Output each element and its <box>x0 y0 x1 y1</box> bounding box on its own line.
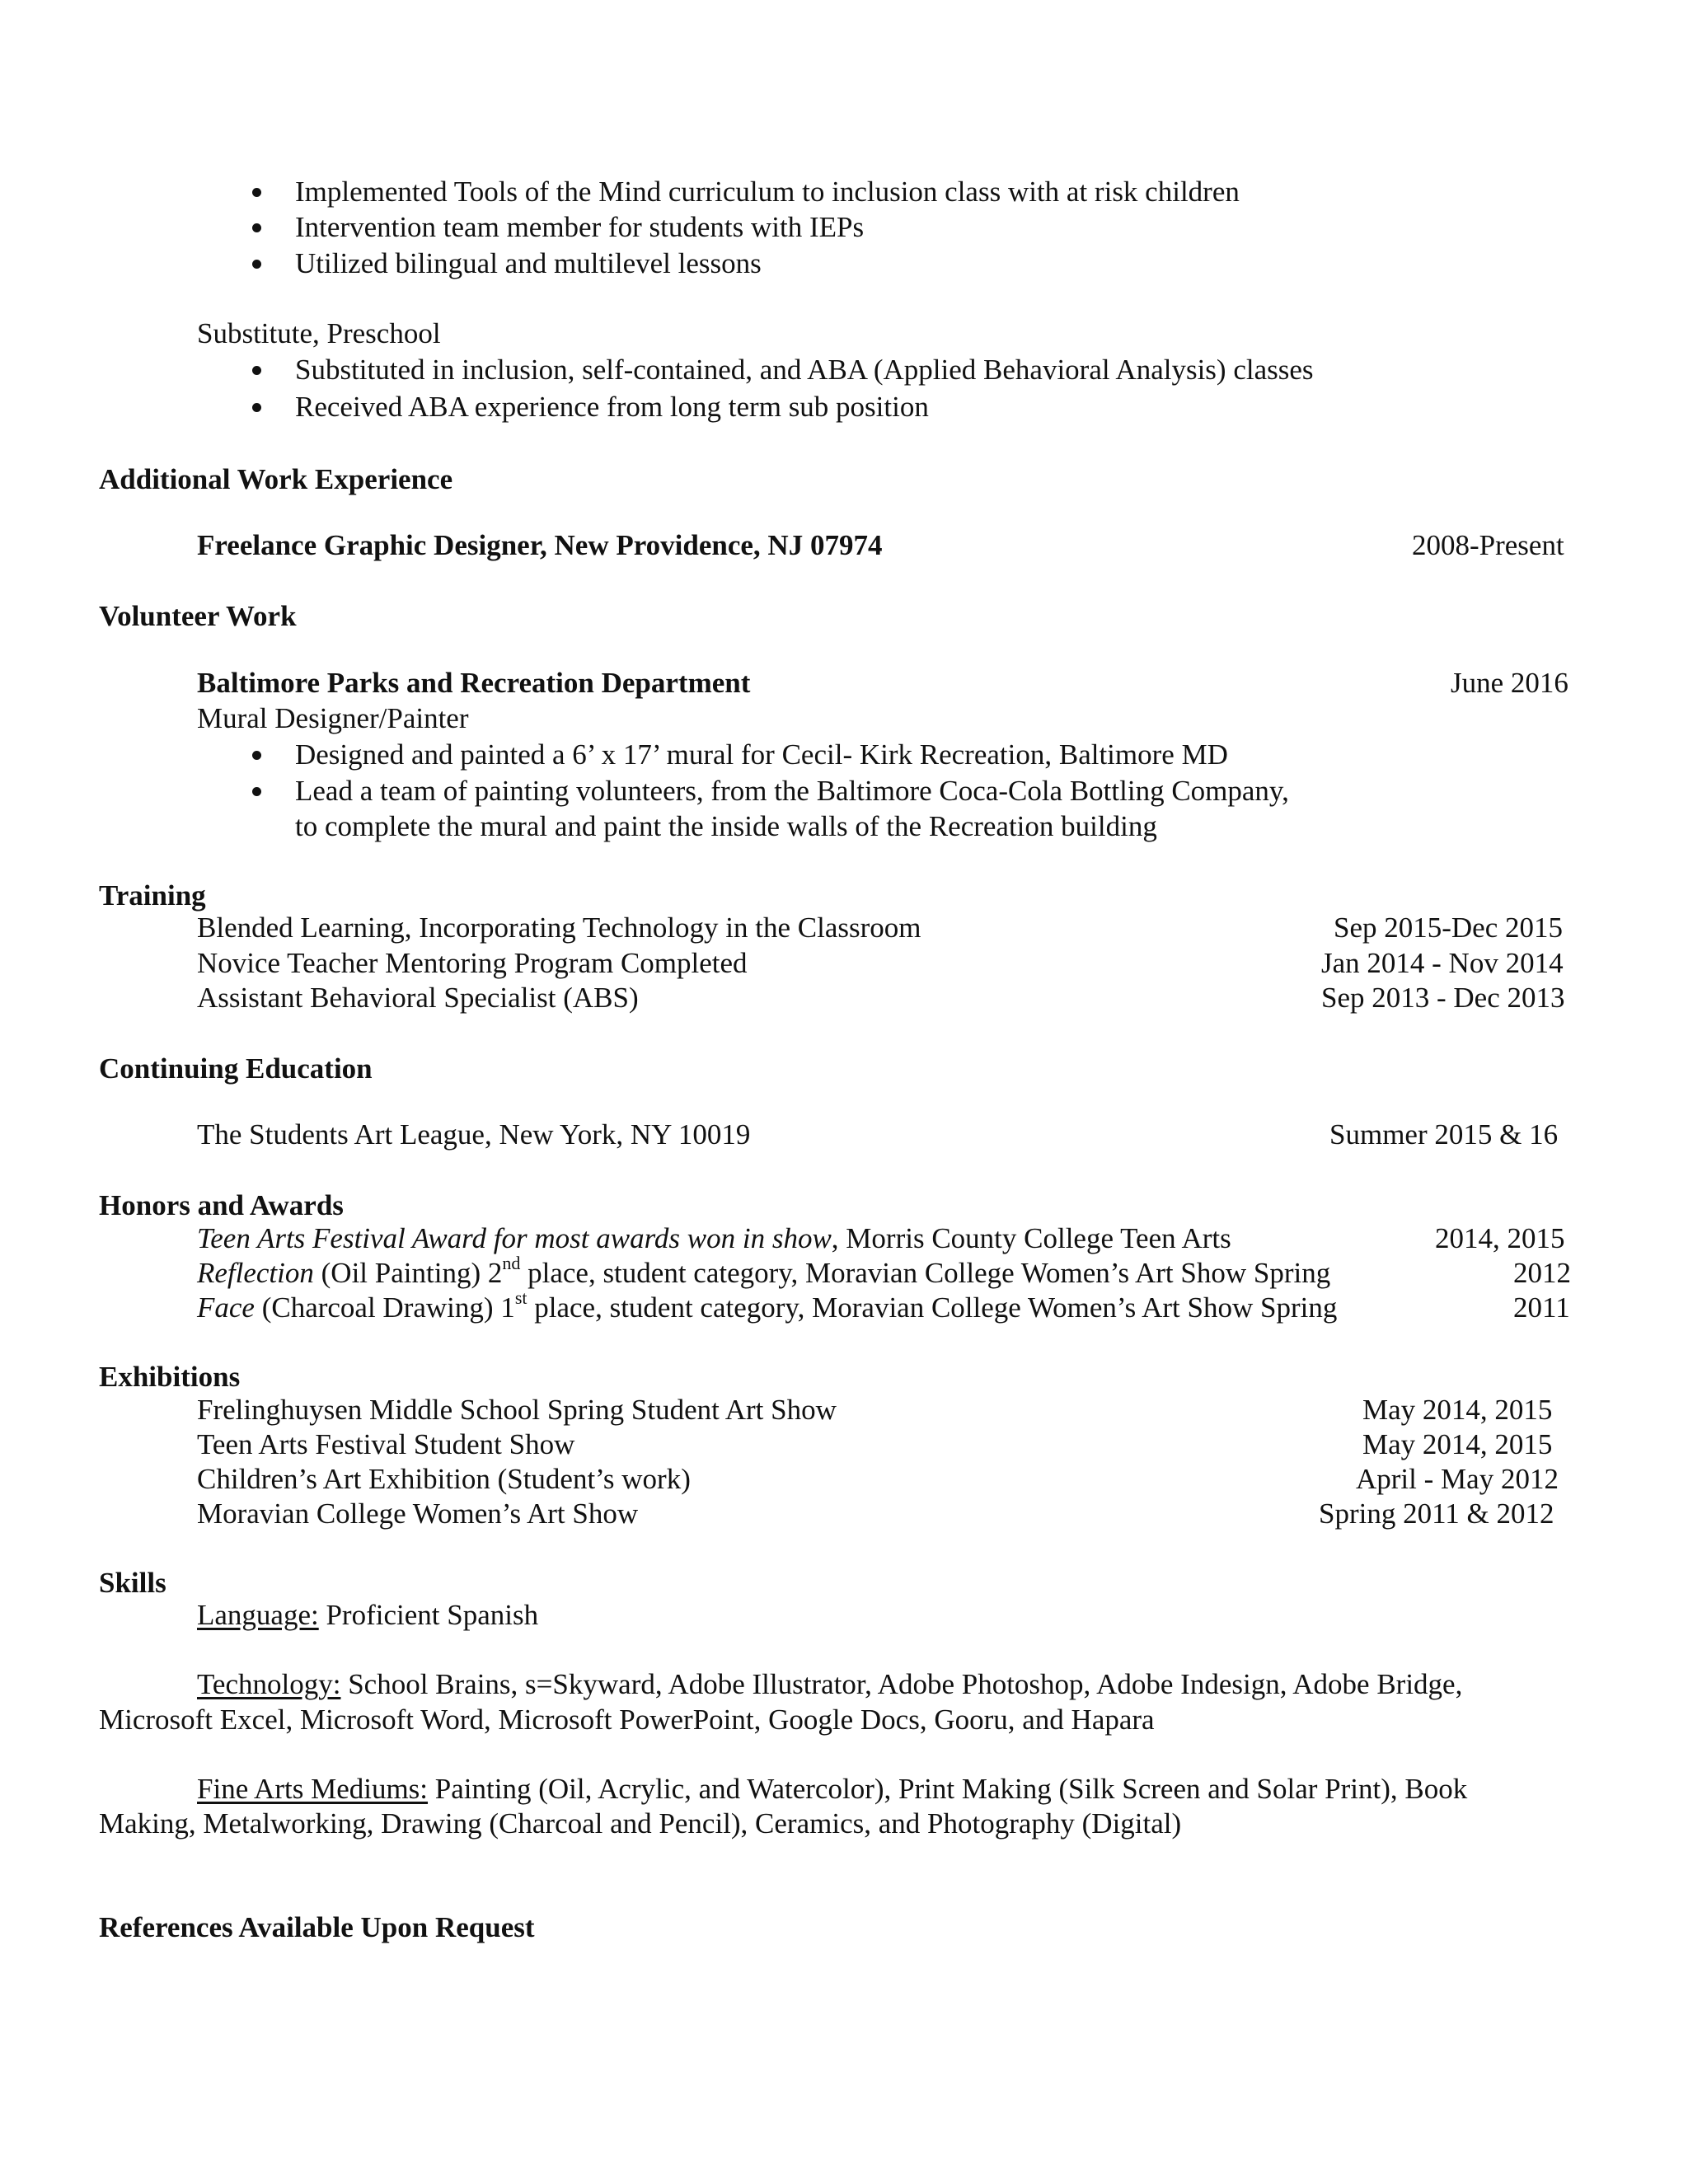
list-item: Received ABA experience from long term sub position <box>295 391 929 423</box>
award-year: 2011 <box>1513 1291 1570 1324</box>
training-dates: Sep 2015-Dec 2015 <box>1334 912 1564 944</box>
bullet-dot <box>252 403 261 412</box>
skill-fine-arts <box>197 1772 1467 1807</box>
skill-technology-continued: Microsoft Excel, Microsoft Word, Microsoft PowerPoint, Google Docs, Gooru, and Hapara <box>99 1704 1155 1736</box>
bullet-dot <box>252 188 261 197</box>
section-heading-exhibitions: Exhibitions <box>99 1361 241 1393</box>
list-item: Substituted in inclusion, self-contained, and ABA (Applied Behavioral Analysis) classes <box>295 354 1314 386</box>
bullet-dot <box>252 366 261 375</box>
award-title: Face <box>197 1291 255 1324</box>
training-item: Assistant Behavioral Specialist (ABS) <box>197 982 639 1014</box>
award-detail-continued: place, student category, Moravian College Women’s Art Show Spring <box>527 1291 1338 1324</box>
section-heading-honors: Honors and Awards <box>99 1189 344 1221</box>
substitute-title: Substitute, Preschool <box>197 317 441 349</box>
bullet-dot <box>252 751 261 760</box>
skill-technology <box>197 1667 1462 1702</box>
training-dates: Jan 2014 - Nov 2014 <box>1321 947 1564 979</box>
award-year: 2014, 2015 <box>1435 1222 1565 1254</box>
skill-label: Language: <box>197 1599 319 1631</box>
training-dates: Sep 2013 - Dec 2013 <box>1321 982 1565 1014</box>
training-item: Blended Learning, Incorporating Technology in the Classroom <box>197 912 921 944</box>
additional-work-role: Freelance Graphic Designer, New Providence, NJ 07974 <box>197 529 883 561</box>
award-item <box>197 1253 1331 1291</box>
volunteer-role: Mural Designer/Painter <box>197 702 469 734</box>
list-item-continuation: to complete the mural and paint the inside walls of the Recreation building <box>295 810 1157 842</box>
list-item: Implemented Tools of the Mind curriculum to inclusion class with at risk children <box>295 176 1240 208</box>
skill-label: Technology: <box>197 1668 341 1700</box>
award-title: Teen Arts Festival Award for most awards won in show <box>197 1222 832 1254</box>
volunteer-date: June 2016 <box>1451 667 1568 699</box>
exhibition-dates: May 2014, 2015 <box>1362 1428 1553 1460</box>
award-item <box>197 1287 1338 1325</box>
ordinal-suffix: nd <box>502 1253 521 1274</box>
section-heading-skills: Skills <box>99 1567 166 1599</box>
continuing-education-item: The Students Art League, New York, NY 10019 <box>197 1118 751 1151</box>
skill-language <box>197 1598 538 1633</box>
continuing-education-dates: Summer 2015 & 16 <box>1329 1118 1559 1151</box>
list-item: Intervention team member for students with IEPs <box>295 211 865 243</box>
award-detail: , Morris County College Teen Arts <box>831 1222 1231 1254</box>
skill-value: Proficient Spanish <box>318 1599 539 1631</box>
list-item: Lead a team of painting volunteers, from the Baltimore Coca-Cola Bottling Company, <box>295 775 1289 807</box>
section-heading-continuing-education: Continuing Education <box>99 1052 373 1085</box>
bullet-dot <box>252 260 261 269</box>
references-note: References Available Upon Request <box>99 1911 535 1943</box>
additional-work-dates: 2008-Present <box>1412 529 1564 561</box>
list-item: Utilized bilingual and multilevel lessons <box>295 247 762 279</box>
ordinal-suffix: st <box>514 1287 528 1309</box>
award-title: Reflection <box>197 1257 314 1289</box>
volunteer-org: Baltimore Parks and Recreation Department <box>197 667 751 699</box>
bullet-dot <box>252 223 261 232</box>
list-item: Designed and painted a 6’ x 17’ mural for Cecil- Kirk Recreation, Baltimore MD <box>295 738 1228 771</box>
section-heading-training: Training <box>99 879 206 912</box>
exhibition-item: Frelinghuysen Middle School Spring Student Art Show <box>197 1394 837 1426</box>
section-heading-volunteer: Volunteer Work <box>99 600 297 632</box>
exhibition-dates: April - May 2012 <box>1356 1463 1559 1495</box>
award-item <box>197 1221 1231 1256</box>
award-year: 2012 <box>1513 1257 1571 1289</box>
skill-label: Fine Arts Mediums: <box>197 1773 429 1805</box>
exhibition-item: Moravian College Women’s Art Show <box>197 1497 639 1530</box>
section-heading-additional-work: Additional Work Experience <box>99 463 453 495</box>
exhibition-item: Children’s Art Exhibition (Student’s work) <box>197 1463 691 1495</box>
exhibition-dates: May 2014, 2015 <box>1362 1394 1553 1426</box>
award-detail-continued: place, student category, Moravian College Women’s Art Show Spring <box>520 1257 1331 1289</box>
exhibition-dates: Spring 2011 & 2012 <box>1319 1497 1554 1530</box>
award-detail: (Oil Painting) 2 <box>313 1257 503 1289</box>
exhibition-item: Teen Arts Festival Student Show <box>197 1428 575 1460</box>
skill-value: School Brains, s=Skyward, Adobe Illustrator, Adobe Photoshop, Adobe Indesign, Adobe Bridge, <box>340 1668 1463 1700</box>
skill-fine-arts-continued: Making, Metalworking, Drawing (Charcoal and Pencil), Ceramics, and Photography (Digital) <box>99 1807 1182 1840</box>
award-detail: (Charcoal Drawing) 1 <box>254 1291 515 1324</box>
training-item: Novice Teacher Mentoring Program Completed <box>197 947 748 979</box>
bullet-dot <box>252 787 261 796</box>
skill-value: Painting (Oil, Acrylic, and Watercolor), Print Making (Silk Screen and Solar Print), Book <box>428 1773 1468 1805</box>
